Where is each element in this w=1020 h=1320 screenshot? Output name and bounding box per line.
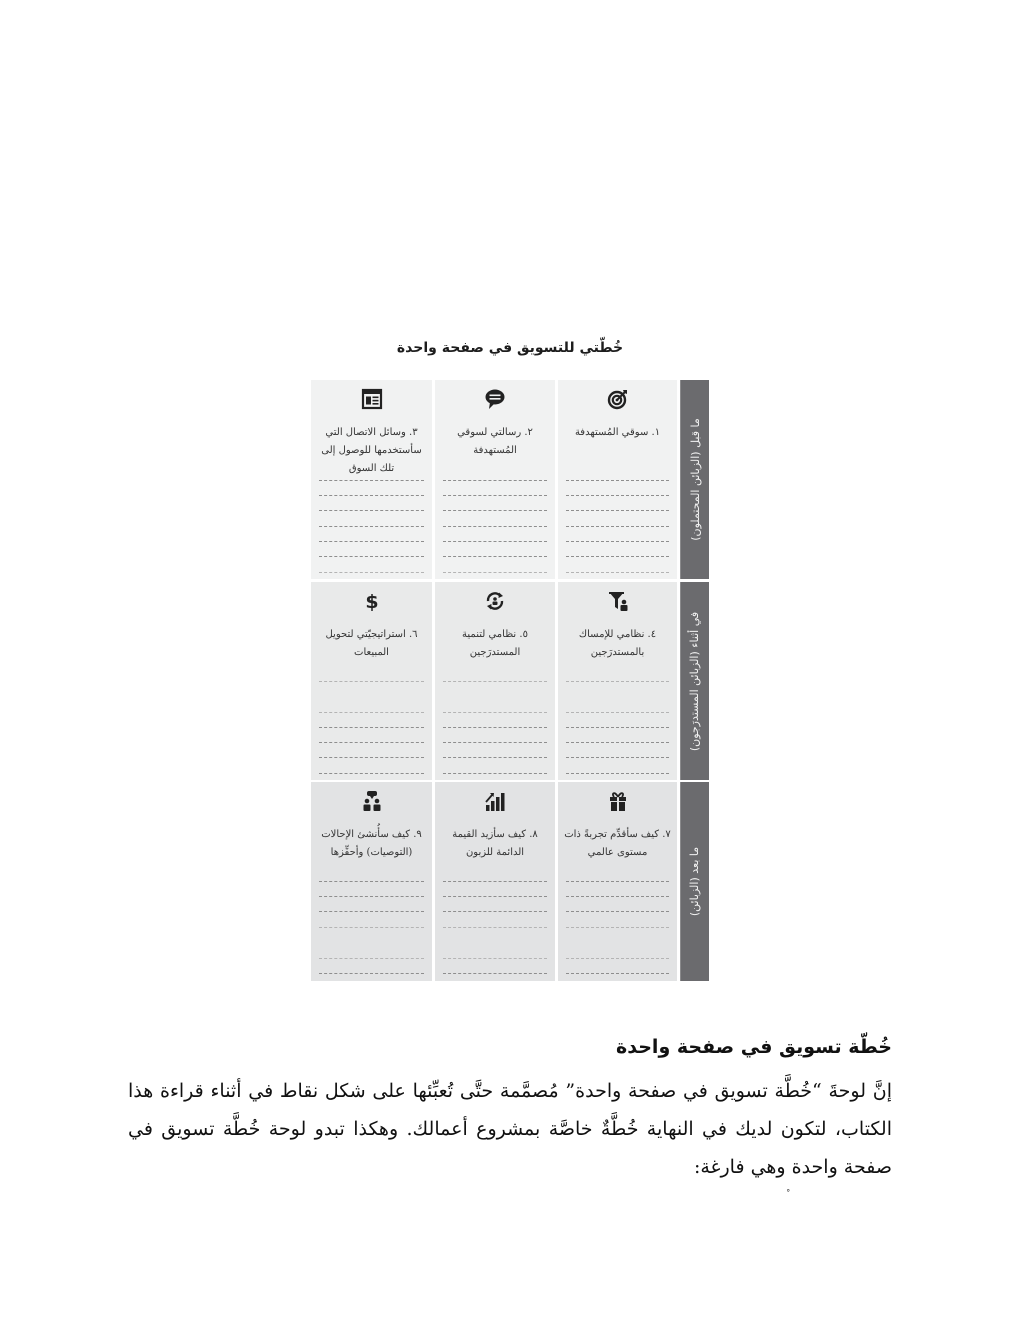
target-icon bbox=[607, 388, 629, 410]
cell-label: ٩. كيف سأُنشئ الإحالات (التوصيات) وأحفِّزها bbox=[321, 829, 422, 858]
funnel-person-icon bbox=[607, 590, 629, 612]
cell-label: ٢. رسالتي لسوقي المُستهدفة bbox=[457, 427, 533, 456]
one-page-marketing-plan-grid bbox=[311, 380, 709, 981]
cell-9-referrals[interactable] bbox=[311, 782, 432, 981]
cell-6-sales-conversion[interactable] bbox=[311, 582, 432, 780]
growth-bars-icon bbox=[484, 790, 506, 812]
body-paragraph: إنَّ لوحةَ “خُطَّة تسويق في صفحة واحدة” مُصمَّمة حتَّى تُعبِّئها على شكل نقاط في أثناء قراءة هذا الكتاب، لتكون لديك في النهاية خُطَّةٌ خاصَّة بمشروع أعمالك. وهكذا تبدو لوحة خُطَّة تسويق في صفحة واحدة وهي فارغة: bbox=[128, 1080, 892, 1178]
cell-3-media[interactable] bbox=[311, 380, 432, 579]
referral-people-icon bbox=[361, 790, 383, 812]
svg-text:$: $ bbox=[364, 591, 379, 612]
cell-label: ١. سوقي المُستهدفة bbox=[574, 427, 661, 438]
row-label-before bbox=[680, 380, 709, 579]
speech-bubble-icon bbox=[484, 388, 506, 410]
cell-label: ٦. استراتيجيّتي لتحويل المبيعات bbox=[325, 629, 418, 658]
dollar-icon bbox=[361, 590, 383, 612]
cell-7-world-class-experience[interactable] bbox=[558, 782, 677, 981]
cell-label: ٥. نظامي لتنمية المستدرَجين bbox=[462, 629, 528, 658]
row-during bbox=[311, 582, 709, 780]
cell-label: ٣. وسائل الاتصال التي سأستخدمها للوصول إلى تلك السوق bbox=[321, 427, 422, 474]
cycle-person-icon bbox=[484, 590, 506, 612]
row-after bbox=[311, 782, 709, 981]
row-label-during bbox=[680, 582, 709, 780]
row-before bbox=[311, 380, 709, 579]
section-heading: خُطّة تسويق في صفحة واحدة bbox=[616, 1036, 892, 1058]
gift-icon bbox=[607, 790, 629, 812]
newspaper-icon bbox=[361, 388, 383, 410]
row-label-text: ما بعد (الزبائن) bbox=[688, 846, 702, 917]
row-label-after bbox=[680, 782, 709, 981]
cell-label: ٨. كيف سأزيد القيمة الدائمة للزبون bbox=[452, 829, 538, 858]
cell-2-message[interactable] bbox=[435, 380, 555, 579]
figure-title: خُطّتي للتسويق في صفحة واحدة bbox=[396, 340, 624, 356]
row-label-text: في أثناء (الزبائن المستدرَجون) bbox=[688, 611, 702, 751]
cell-8-customer-lifetime-value[interactable] bbox=[435, 782, 555, 981]
cell-5-lead-nurture[interactable] bbox=[435, 582, 555, 780]
cell-1-target-market[interactable] bbox=[558, 380, 677, 579]
row-label-text: ما قبل (الزبائن المحتملون) bbox=[688, 418, 702, 541]
cell-label: ٧. كيف سأقدِّم تجربةً ذات مستوى عالمي bbox=[564, 829, 671, 858]
cell-4-lead-capture[interactable] bbox=[558, 582, 677, 780]
cell-label: ٤. نظامي للإمساك بالمستدرَجين bbox=[578, 629, 657, 658]
